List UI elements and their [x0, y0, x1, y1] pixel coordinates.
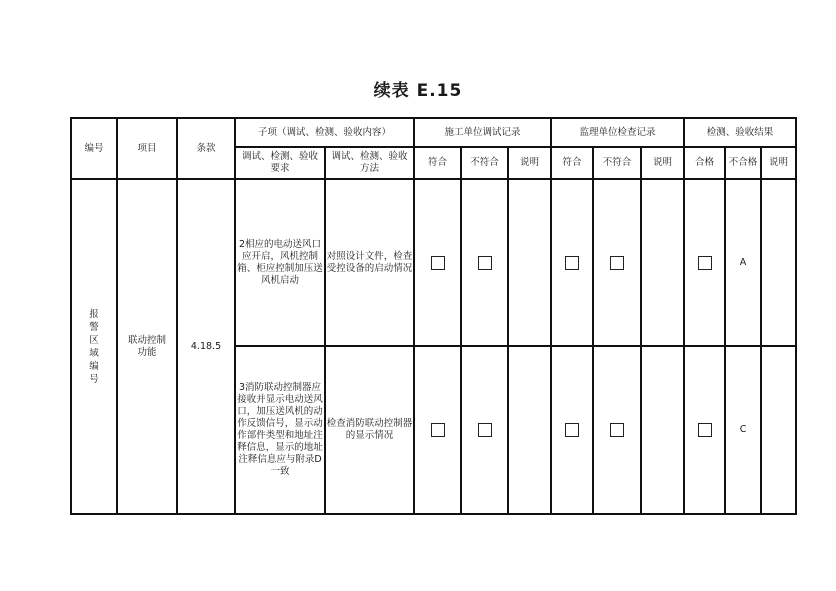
table-title: 续表 E.15: [373, 81, 463, 101]
header-result-group: 检测、验收结果: [684, 118, 796, 147]
header-supervision-note: 说明: [641, 147, 684, 179]
result-qualified-cell: [684, 346, 725, 514]
checkbox-icon[interactable]: [478, 256, 492, 270]
project-label: 联动控制功能: [127, 334, 166, 358]
header-construction-not-conform: 不符合: [461, 147, 508, 179]
requirement-cell: 2相应的电动送风口应开启，风机控制箱、柜应控制加压送风机启动: [235, 179, 325, 346]
header-project: 项目: [117, 118, 177, 179]
result-grade-cell: A: [725, 179, 761, 346]
supervision-conform-cell: [551, 346, 593, 514]
checkbox-icon[interactable]: [565, 256, 579, 270]
header-supervision-conform: 符合: [551, 147, 593, 179]
supervision-not-conform-cell: [593, 346, 641, 514]
table-row: [71, 179, 796, 346]
checkbox-icon[interactable]: [565, 423, 579, 437]
supervision-conform-cell: [551, 179, 593, 346]
construction-conform-cell: [414, 179, 461, 346]
method-cell: 检查消防联动控制器的显示情况: [325, 346, 414, 514]
result-note-cell: [761, 346, 796, 514]
header-method-label: 调试、检测、验收方法: [331, 151, 408, 174]
header-subitem-group: 子项（调试、检测、验收内容）: [235, 118, 414, 147]
result-grade-cell: C: [725, 346, 761, 514]
construction-not-conform-cell: [461, 346, 508, 514]
no-cell: [71, 179, 117, 514]
header-result-qualified: 合格: [684, 147, 725, 179]
checkbox-icon[interactable]: [478, 423, 492, 437]
checkbox-icon[interactable]: [698, 423, 712, 437]
header-construction-group: 施工单位调试记录: [414, 118, 551, 147]
project-cell: [117, 179, 177, 514]
header-method: [325, 147, 414, 179]
requirement-cell: 3消防联动控制器应接收并显示电动送风口，加压送风机的动作反馈信号，显示动作部件类型和地址注释信息，显示的地址注释信息应与附录D一致: [235, 346, 325, 514]
header-clause: 条款: [177, 118, 235, 179]
checkbox-icon[interactable]: [610, 256, 624, 270]
header-construction-conform: 符合: [414, 147, 461, 179]
header-result-note: 说明: [761, 147, 796, 179]
supervision-not-conform-cell: [593, 179, 641, 346]
clause-cell: 4.18.5: [177, 179, 235, 514]
no-vertical-label: 报警区域编号: [89, 308, 99, 385]
method-cell: 对照设计文件，检查受控设备的启动情况: [325, 179, 414, 346]
header-construction-note: 说明: [508, 147, 551, 179]
construction-note-cell: [508, 179, 551, 346]
supervision-note-cell: [641, 179, 684, 346]
result-qualified-cell: [684, 179, 725, 346]
header-requirement-label: 调试、检测、验收要求: [241, 151, 318, 174]
checkbox-icon[interactable]: [610, 423, 624, 437]
header-no: 编号: [71, 118, 117, 179]
header-supervision-group: 监理单位检查记录: [551, 118, 684, 147]
header-result-not-qualified: 不合格: [725, 147, 761, 179]
result-note-cell: [761, 179, 796, 346]
header-supervision-not-conform: 不符合: [593, 147, 641, 179]
inspection-record-table: [70, 117, 797, 515]
supervision-note-cell: [641, 346, 684, 514]
construction-note-cell: [508, 346, 551, 514]
construction-not-conform-cell: [461, 179, 508, 346]
checkbox-icon[interactable]: [431, 423, 445, 437]
checkbox-icon[interactable]: [698, 256, 712, 270]
header-requirement: [235, 147, 325, 179]
checkbox-icon[interactable]: [431, 256, 445, 270]
construction-conform-cell: [414, 346, 461, 514]
